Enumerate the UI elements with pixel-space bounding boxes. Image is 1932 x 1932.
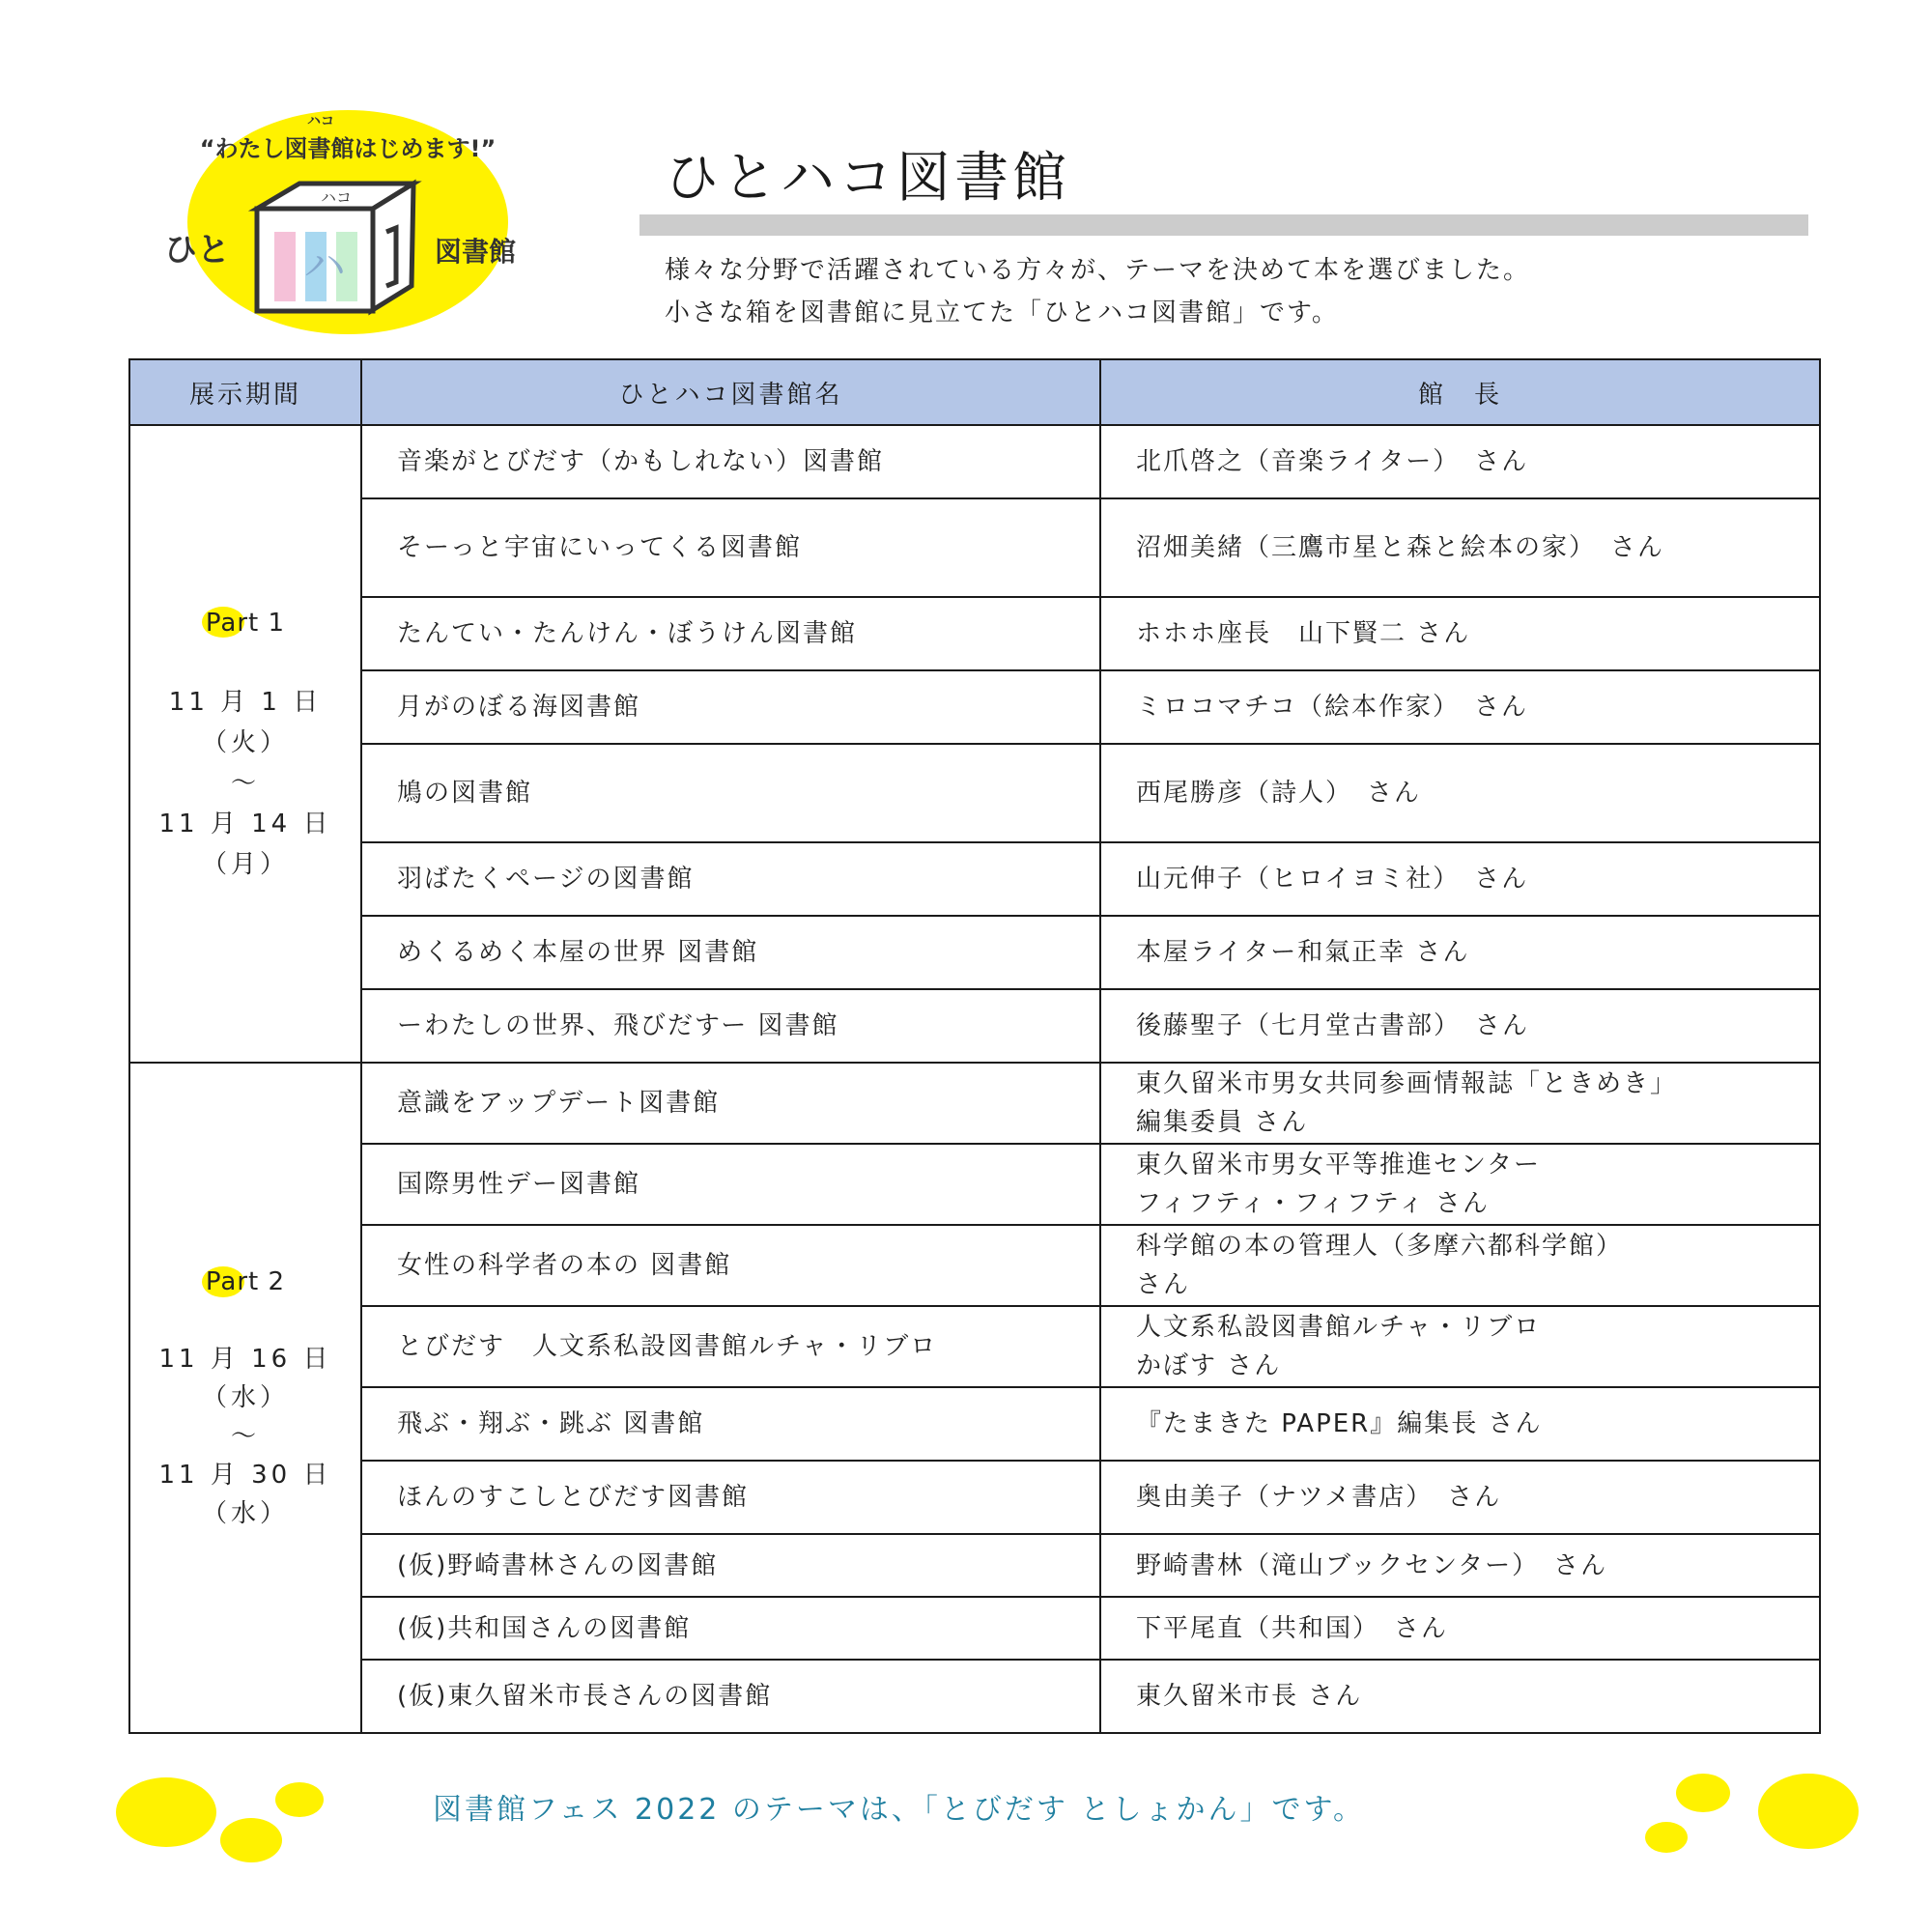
decor-dot — [275, 1782, 324, 1817]
logo-box-face: ハ — [303, 242, 346, 291]
library-director: 下平尾直（共和国） さん — [1100, 1597, 1820, 1660]
library-name: そーっと宇宙にいってくる図書館 — [361, 498, 1100, 597]
director-line-1: 東久留米市男女平等推進センター — [1136, 1151, 1541, 1179]
part1-range-mark: ～ — [230, 769, 260, 798]
table-header-row — [129, 359, 1820, 425]
director-line-2: さん — [1136, 1270, 1191, 1299]
part2-end-day: （水） — [201, 1499, 289, 1528]
library-name: 意識をアップデート図書館 — [361, 1063, 1100, 1144]
table-row — [129, 989, 1820, 1063]
table-row — [129, 842, 1820, 916]
table-row — [129, 1597, 1820, 1660]
decor-dot — [220, 1818, 282, 1862]
library-name: 羽ばたくページの図書館 — [361, 842, 1100, 916]
intro-line-1: 様々な分野で活躍されている方々が、テーマを決めて本を選びました。 — [665, 256, 1531, 285]
logo-box-icon — [257, 184, 413, 311]
library-director: 後藤聖子（七月堂古書部） さん — [1100, 989, 1820, 1063]
library-name: (仮)東久留米市長さんの図書館 — [361, 1660, 1100, 1733]
library-name: ほんのすこしとびだす図書館 — [361, 1461, 1100, 1534]
library-director: 本屋ライター和氣正幸 さん — [1100, 916, 1820, 989]
decor-dot — [1758, 1774, 1859, 1849]
intro-text — [665, 249, 1530, 334]
library-name: とびだす 人文系私設図書館ルチャ・リブロ — [361, 1306, 1100, 1387]
library-director: 『たまきた PAPER』編集長 さん — [1100, 1387, 1820, 1461]
library-name: めくるめく本屋の世界 図書館 — [361, 916, 1100, 989]
title-underline-bar — [639, 214, 1808, 236]
part1-label: Part 1 — [206, 603, 285, 643]
library-name: 月がのぼる海図書館 — [361, 670, 1100, 744]
library-name: 女性の科学者の本の 図書館 — [361, 1225, 1100, 1306]
table-row — [129, 1144, 1820, 1225]
library-director: 山元伸子（ヒロイヨミ社） さん — [1100, 842, 1820, 916]
library-director — [1100, 1063, 1820, 1144]
part1-start-day: （火） — [201, 728, 289, 757]
table-row — [129, 670, 1820, 744]
logo-ruby: ハコ — [307, 114, 334, 129]
library-name: 音楽がとびだす（かもしれない）図書館 — [361, 425, 1100, 498]
table-row — [129, 425, 1820, 498]
header-period: 展示期間 — [129, 359, 361, 425]
library-director: 東久留米市長 さん — [1100, 1660, 1820, 1733]
table-row — [129, 1306, 1820, 1387]
library-director: 北爪啓之（音楽ライター） さん — [1100, 425, 1820, 498]
director-line-2: 編集委員 さん — [1136, 1108, 1309, 1137]
library-schedule-table — [128, 358, 1821, 1734]
table-row — [129, 597, 1820, 670]
table-row — [129, 1063, 1820, 1144]
table-row — [129, 1660, 1820, 1733]
part2-end-date: 11 月 30 日 — [158, 1461, 332, 1490]
logo-right-text: 図書館 — [435, 236, 517, 268]
library-director: 西尾勝彦（詩人） さん — [1100, 744, 1820, 842]
logo-tagline: “わたし図書館はじめます!” — [199, 135, 497, 162]
header-director: 館 長 — [1100, 359, 1820, 425]
part2-range-mark: ～ — [230, 1422, 260, 1451]
library-director — [1100, 1306, 1820, 1387]
library-director: 沼畑美緒（三鷹市星と森と絵本の家） さん — [1100, 498, 1820, 597]
page-title: ひとハコ図書館 — [665, 147, 1070, 210]
decor-dot — [116, 1777, 216, 1847]
part1-end-day: （月） — [201, 850, 289, 879]
logo-left-text: ひと — [164, 231, 230, 270]
part1-period-cell — [129, 425, 361, 1063]
library-name: 飛ぶ・翔ぶ・跳ぶ 図書館 — [361, 1387, 1100, 1461]
table-row — [129, 1534, 1820, 1597]
table-row — [129, 1461, 1820, 1534]
director-line-2: かぼす さん — [1136, 1351, 1282, 1380]
library-director: 野崎書林（滝山ブックセンター） さん — [1100, 1534, 1820, 1597]
intro-line-2: 小さな箱を図書館に見立てた「ひとハコ図書館」です。 — [665, 298, 1339, 327]
director-line-1: 科学館の本の管理人（多摩六都科学館） — [1136, 1232, 1624, 1261]
library-name: (仮)野崎書林さんの図書館 — [361, 1534, 1100, 1597]
library-director: 奥由美子（ナツメ書店） さん — [1100, 1461, 1820, 1534]
director-line-2: フィフティ・フィフティ さん — [1136, 1189, 1490, 1218]
part2-label: Part 2 — [206, 1263, 285, 1301]
director-line-1: 東久留米市男女共同参画情報誌「ときめき」 — [1136, 1069, 1678, 1098]
library-name: たんてい・たんけん・ぼうけん図書館 — [361, 597, 1100, 670]
library-director: ミロコマチコ（絵本作家） さん — [1100, 670, 1820, 744]
table-row — [129, 1225, 1820, 1306]
library-director — [1100, 1144, 1820, 1225]
library-name: ーわたしの世界、飛びだすー 図書館 — [361, 989, 1100, 1063]
library-name: 国際男性デー図書館 — [361, 1144, 1100, 1225]
logo-box-letters: ハコ — [320, 188, 353, 207]
decor-dot — [1676, 1774, 1730, 1812]
table-row — [129, 744, 1820, 842]
library-director: ホホホ座長 山下賢二 さん — [1100, 597, 1820, 670]
header-library-name: ひとハコ図書館名 — [361, 359, 1100, 425]
director-line-1: 人文系私設図書館ルチャ・リブロ — [1136, 1313, 1542, 1342]
hitohako-logo — [155, 106, 541, 338]
footer-theme-text: 図書館フェス 2022 のテーマは、「とびだす としょかん」です。 — [433, 1793, 1366, 1827]
library-name: 鳩の図書館 — [361, 744, 1100, 842]
part1-start-date: 11 月 1 日 — [168, 688, 323, 717]
part2-start-date: 11 月 16 日 — [158, 1345, 332, 1374]
library-director — [1100, 1225, 1820, 1306]
part2-start-day: （水） — [201, 1383, 289, 1412]
table-row — [129, 498, 1820, 597]
decor-dot — [1645, 1822, 1688, 1853]
part2-period-cell — [129, 1063, 361, 1733]
part1-end-date: 11 月 14 日 — [158, 810, 332, 838]
library-name: (仮)共和国さんの図書館 — [361, 1597, 1100, 1660]
table-row — [129, 916, 1820, 989]
table-row — [129, 1387, 1820, 1461]
